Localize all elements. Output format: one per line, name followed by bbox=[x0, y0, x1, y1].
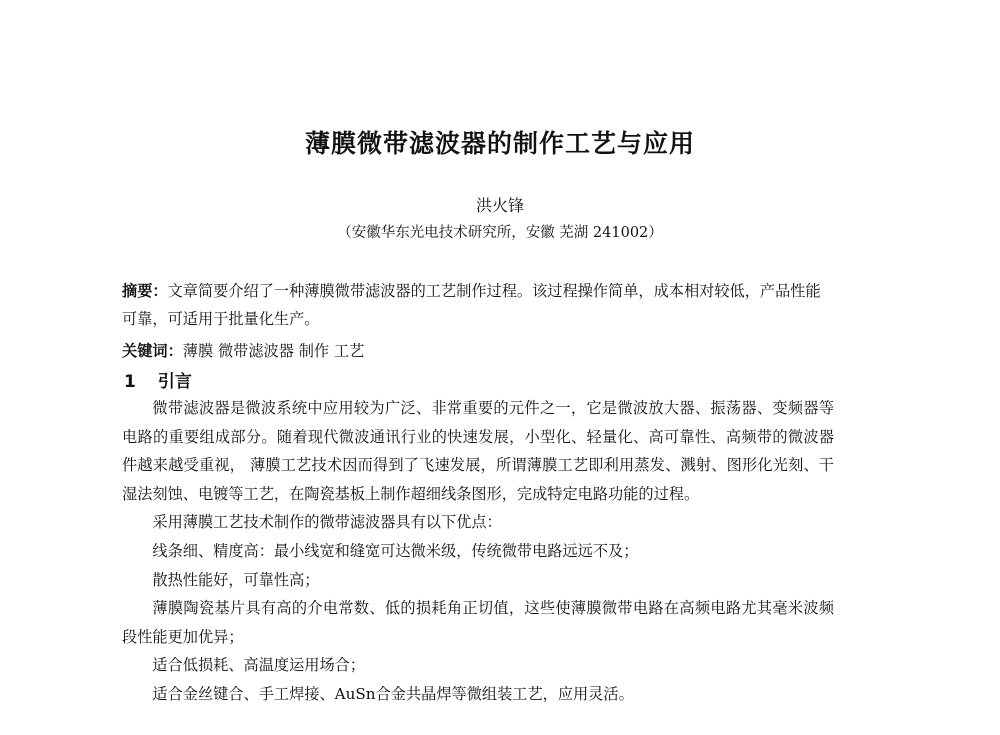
keywords-text: 薄膜 微带滤波器 制作 工艺 bbox=[182, 342, 365, 360]
abstract-text: 文章简要介绍了一种薄膜微带滤波器的工艺制作过程。该过程操作简单，成本相对较低，产品性能可靠，可适用于批量化生产。 bbox=[122, 282, 821, 328]
introduction-body bbox=[122, 394, 834, 709]
abstract-label: 摘要： bbox=[122, 282, 168, 300]
paragraph: 线条细、精度高：最小线宽和缝宽可达微米级，传统微带电路远远不及； bbox=[152, 541, 639, 560]
keywords-label: 关键词： bbox=[122, 342, 183, 360]
author-affiliation: （安徽华东光电技术研究所，安徽 芜湖 241002） bbox=[337, 225, 663, 241]
abstract bbox=[122, 278, 834, 333]
paper-title: 薄膜微带滤波器的制作工艺与应用 bbox=[304, 129, 695, 158]
section-number: 1 bbox=[124, 372, 136, 392]
paragraph: 微带滤波器是微波系统中应用较为广泛、非常重要的元件之一，它是微波放大器、振荡器、变频器等电路的重要组成部分。随着现代微波通讯行业的快速发展，小型化、轻量化、高可靠性、高频带的微波器件越来越受重视， 薄膜工艺技术因而得到了飞速发展，所谓薄膜工艺即利用蒸发、溅射、图形化光刻、干湿法刻蚀、电镀等工艺，在陶瓷基板上制作超细线条图形，完成特定电路功能的过程。 bbox=[122, 399, 834, 503]
paragraph: 薄膜陶瓷基片具有高的介电常数、低的损耗角正切值，这些使薄膜微带电路在高频电路尤其毫米波频段性能更加优异； bbox=[122, 599, 834, 646]
section-title: 引言 bbox=[157, 372, 192, 392]
author-name: 洪火锋 bbox=[475, 196, 524, 215]
section-heading bbox=[124, 367, 192, 392]
keywords bbox=[122, 338, 834, 366]
paragraph: 适合金丝键合、手工焊接、AuSn合金共晶焊等微组装工艺，应用灵活。 bbox=[152, 684, 634, 703]
paragraph: 散热性能好，可靠性高； bbox=[152, 570, 320, 589]
paragraph: 采用薄膜工艺技术制作的微带滤波器具有以下优点： bbox=[152, 513, 502, 532]
paragraph: 适合低损耗、高温度运用场合； bbox=[152, 656, 366, 675]
